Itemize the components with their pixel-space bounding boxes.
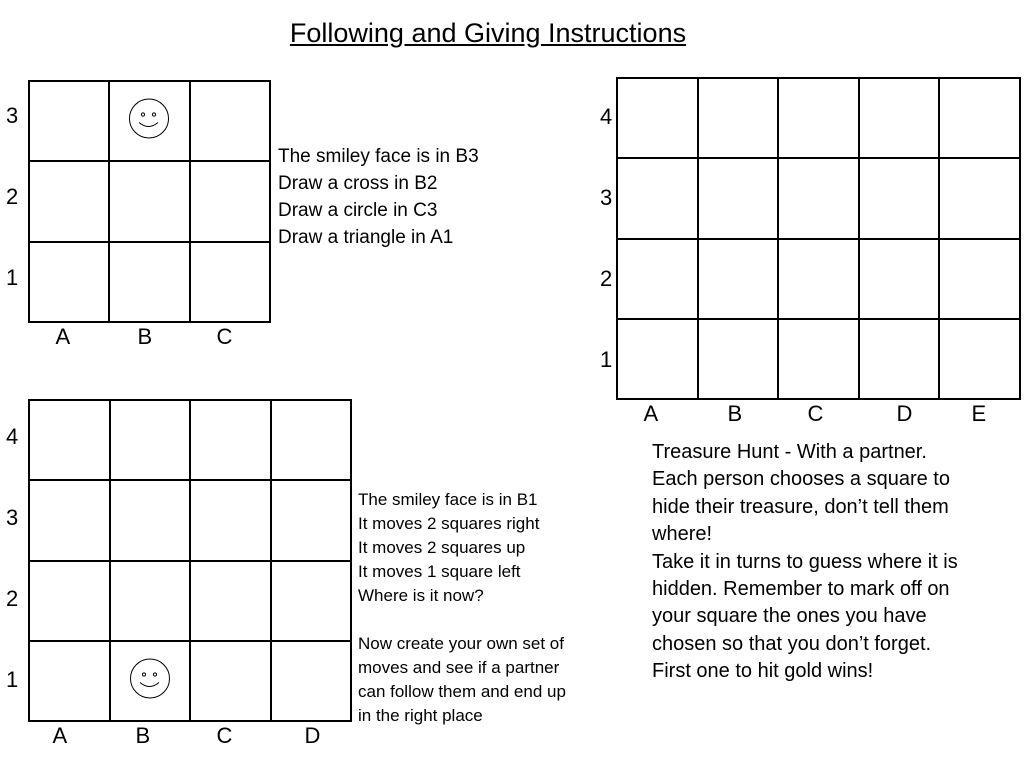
instruction-line: hidden. Remember to mark off on <box>652 578 950 601</box>
treasure-hunt-instructions <box>652 439 958 686</box>
grid-cell-a1 <box>29 641 110 721</box>
grid-cell-b1 <box>109 242 189 322</box>
instruction-line: It moves 2 squares up <box>358 538 526 557</box>
instruction-line: The smiley face is in B3 <box>278 146 479 167</box>
row-label: 3 <box>600 185 613 211</box>
col-label: C <box>216 723 233 748</box>
instruction-line: Now create your own set of <box>358 634 564 653</box>
grid-cell-e1 <box>939 319 1020 399</box>
col-label: A <box>643 401 659 426</box>
instruction-line: Each person chooses a square to <box>652 468 950 491</box>
grid-cell-c2 <box>778 239 859 319</box>
grid-cell-a2 <box>29 161 109 241</box>
grid-cell-b2 <box>698 239 779 319</box>
instruction-line <box>358 608 566 632</box>
grid-cell-a3 <box>29 81 109 161</box>
col-label: E <box>971 401 987 426</box>
row-label: 1 <box>6 264 19 290</box>
col-label: B <box>727 401 743 426</box>
grid-cell-b2 <box>110 561 191 641</box>
instruction-line: hide their treasure, don’t tell them <box>652 495 949 518</box>
grid-cell-d1 <box>859 319 940 399</box>
instruction-line: Treasure Hunt - With a partner. <box>652 441 927 463</box>
instruction-line: It moves 1 square left <box>358 562 521 581</box>
grid-4x4-instructions <box>358 488 566 728</box>
grid-cell-c4 <box>778 78 859 158</box>
grid-cell-b4 <box>698 78 779 158</box>
smiley-face-icon <box>128 98 170 145</box>
instruction-line: Draw a cross in B2 <box>278 173 438 194</box>
grid-cell-c3 <box>190 81 270 161</box>
grid-cell-a2 <box>617 239 698 319</box>
col-label: C <box>216 324 233 349</box>
grid-cell-e4 <box>939 78 1020 158</box>
grid-cell-a4 <box>617 78 698 158</box>
grid-cell-d3 <box>859 158 940 238</box>
row-label: 2 <box>6 183 19 209</box>
col-label: C <box>807 401 824 426</box>
instruction-line: in the right place <box>358 706 483 725</box>
row-label: 4 <box>6 424 19 450</box>
grid-cell-a1 <box>29 242 109 322</box>
row-label: 4 <box>600 104 613 130</box>
grid-cell-e3 <box>939 158 1020 238</box>
grid-cell-b1 <box>110 641 191 721</box>
row-label: 3 <box>6 505 19 531</box>
grid-cell-c2 <box>190 161 270 241</box>
grid-cell-c1 <box>190 242 270 322</box>
grid-4x4 <box>28 399 352 722</box>
instruction-line: Where is it now? <box>358 586 484 605</box>
smiley-face-icon <box>129 657 171 704</box>
grid-3x3-instructions <box>278 143 479 251</box>
instruction-line: It moves 2 squares right <box>358 514 540 533</box>
instruction-line: Take it in turns to guess where it is <box>652 550 958 573</box>
grid-cell-c1 <box>778 319 859 399</box>
row-label: 2 <box>600 265 613 291</box>
row-label: 1 <box>6 666 19 692</box>
row-label: 3 <box>6 102 19 128</box>
col-label: D <box>896 401 913 426</box>
grid-cell-d4 <box>859 78 940 158</box>
grid-cell-d4 <box>271 400 352 480</box>
col-label: A <box>52 723 68 748</box>
grid-cell-b4 <box>110 400 191 480</box>
grid-cell-c1 <box>190 641 271 721</box>
grid-cell-a3 <box>617 158 698 238</box>
grid-cell-c3 <box>190 480 271 560</box>
row-label: 2 <box>6 585 19 611</box>
instruction-line: Draw a circle in C3 <box>278 200 438 221</box>
grid-cell-d2 <box>859 239 940 319</box>
grid-cell-a3 <box>29 480 110 560</box>
grid-cell-b3 <box>109 81 189 161</box>
col-label: A <box>55 324 71 349</box>
col-label: B <box>135 723 151 748</box>
page-title: Following and Giving Instructions <box>289 18 687 48</box>
grid-cell-b1 <box>698 319 779 399</box>
grid-cell-d2 <box>271 561 352 641</box>
instruction-line: The smiley face is in B1 <box>358 490 538 509</box>
instruction-line: moves and see if a partner <box>358 658 560 677</box>
instruction-line: where! <box>652 523 713 546</box>
grid-cell-c3 <box>778 158 859 238</box>
grid-cell-d3 <box>271 480 352 560</box>
row-label: 1 <box>600 346 613 372</box>
grid-treasure-hunt <box>616 77 1021 400</box>
instruction-line: can follow them and end up <box>358 682 566 701</box>
grid-cell-b2 <box>109 161 189 241</box>
instruction-line: First one to hit gold wins! <box>652 660 874 683</box>
col-label: B <box>137 324 153 349</box>
grid-cell-d1 <box>271 641 352 721</box>
grid-3x3 <box>28 80 271 323</box>
grid-cell-e2 <box>939 239 1020 319</box>
instruction-line: Draw a triangle in A1 <box>278 227 454 248</box>
instruction-line: your square the ones you have <box>652 605 927 628</box>
grid-cell-a1 <box>617 319 698 399</box>
col-label: D <box>304 723 321 748</box>
grid-cell-a4 <box>29 400 110 480</box>
grid-cell-a2 <box>29 561 110 641</box>
grid-cell-c4 <box>190 400 271 480</box>
instruction-line: chosen so that you don’t forget. <box>652 632 932 655</box>
grid-cell-c2 <box>190 561 271 641</box>
grid-cell-b3 <box>698 158 779 238</box>
grid-cell-b3 <box>110 480 191 560</box>
